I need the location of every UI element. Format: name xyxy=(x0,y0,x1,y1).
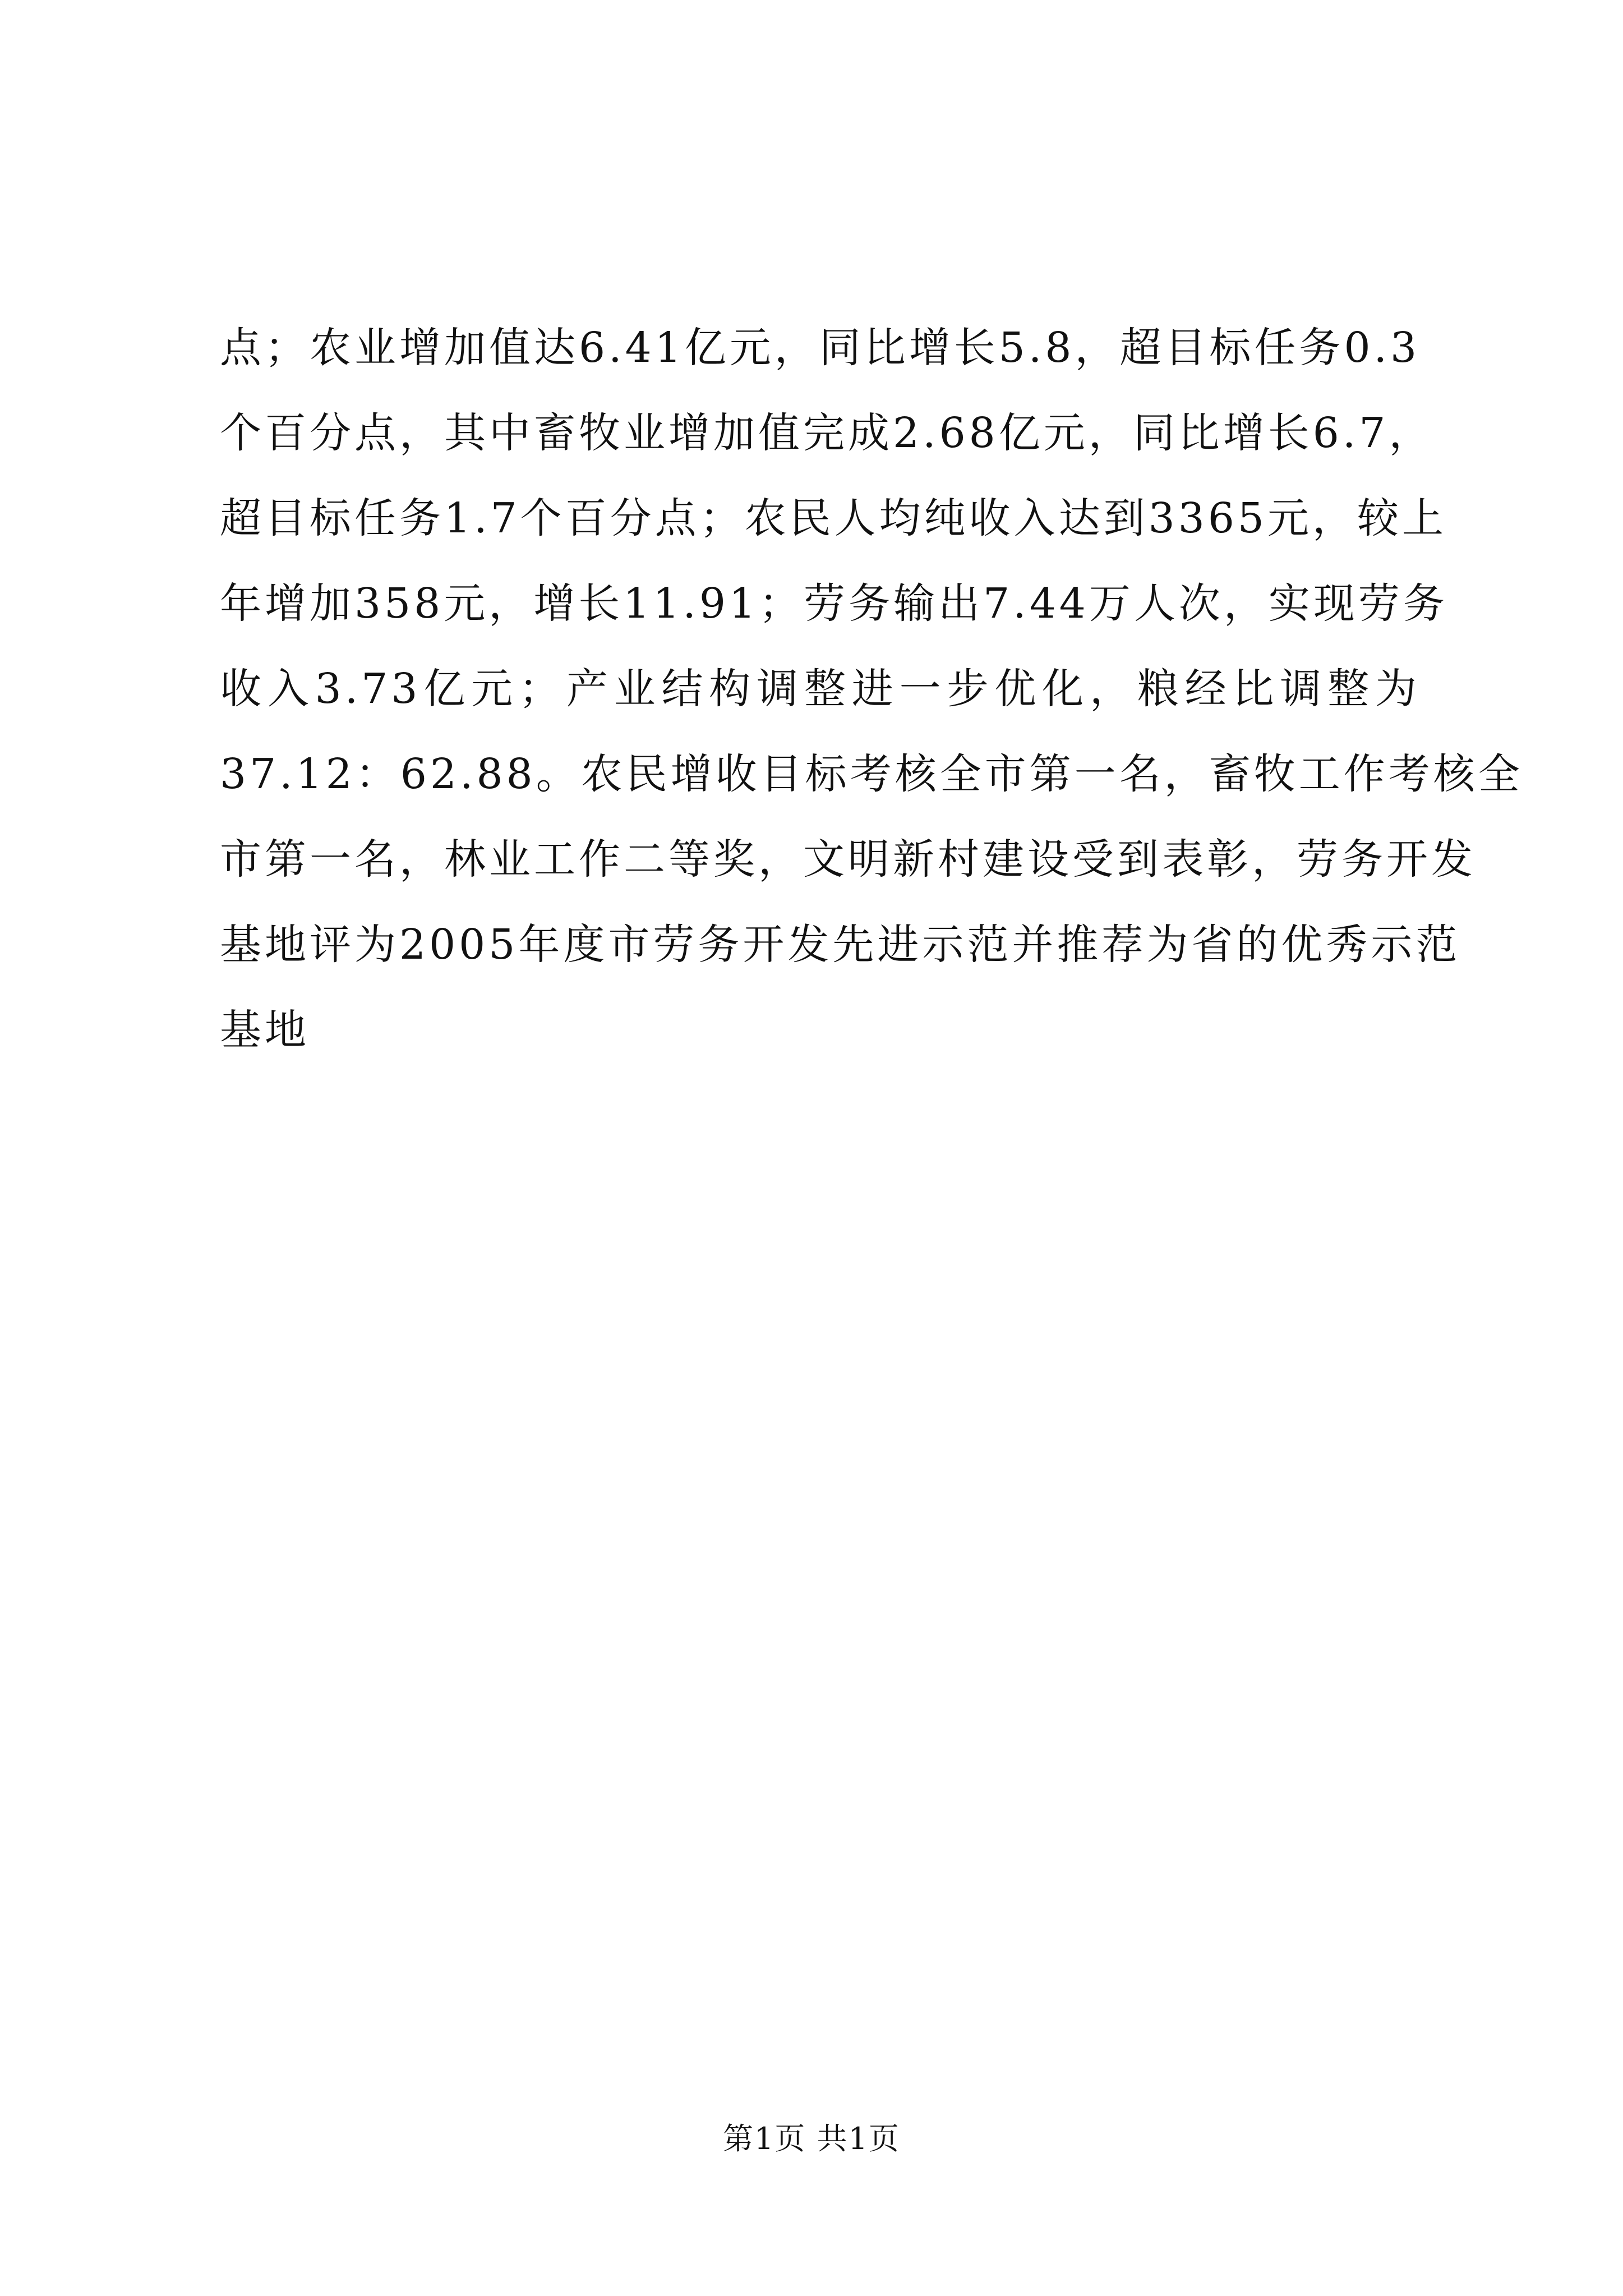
text-line-8: 基地评为2005年度市劳务开发先进示范并推荐为省的优秀示范 xyxy=(220,921,1461,969)
text-line-7: 市第一名，林业工作二等奖，文明新村建设受到表彰，劳务开发 xyxy=(220,835,1476,884)
text-line-3: 超目标任务1.7个百分点；农民人均纯收入达到3365元，较上 xyxy=(220,494,1447,542)
text-line-1: 点；农业增加值达6.41亿元，同比增长5.8，超目标任务0.3 xyxy=(220,324,1421,372)
text-line-9: 基地 xyxy=(220,1006,310,1054)
page-number-footer: 第1页 共1页 xyxy=(723,2121,900,2156)
text-line-6: 37.12：62.88。农民增收目标考核全市第一名，畜牧工作考核全 xyxy=(220,750,1523,798)
text-line-4: 年增加358元，增长11.91；劳务输出7.44万人次，实现劳务 xyxy=(220,579,1448,628)
text-line-5: 收入3.73亿元；产业结构调整进一步优化，粮经比调整为 xyxy=(220,665,1420,713)
body-paragraph xyxy=(220,305,1523,1073)
text-line-2: 个百分点，其中畜牧业增加值完成2.68亿元，同比增长6.7， xyxy=(220,409,1434,457)
